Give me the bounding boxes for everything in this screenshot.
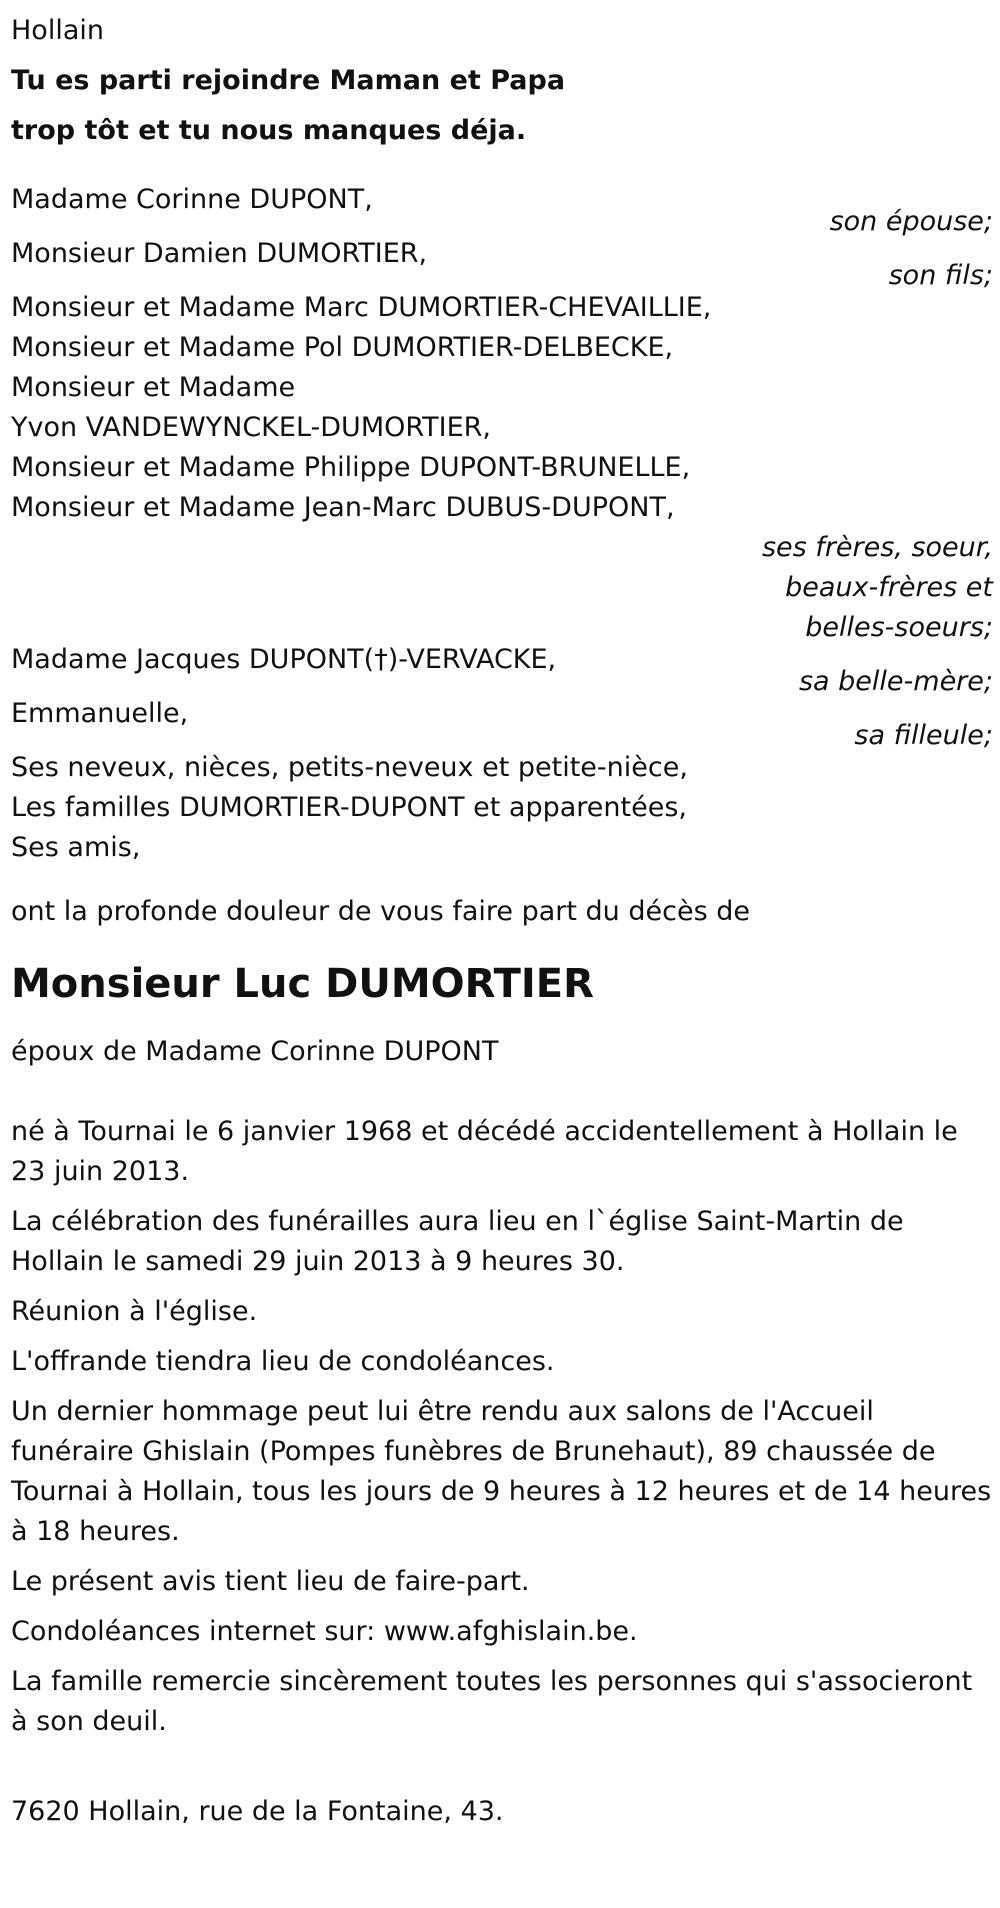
detail-paragraph: La famille remercie sincèrement toutes les personnes qui s'associeront à son deuil. bbox=[11, 1666, 973, 1737]
obituary-notice bbox=[11, 6, 993, 1832]
family-son bbox=[11, 234, 993, 296]
detail-paragraph: Le présent avis tient lieu de faire-part. bbox=[11, 1566, 530, 1597]
family-name: Yvon VANDEWYNCKEL-DUMORTIER, bbox=[11, 412, 492, 443]
detail-paragraph: Condoléances internet sur: www.afghislain.be. bbox=[11, 1616, 638, 1647]
family-name: Madame Corinne DUPONT, bbox=[11, 184, 373, 215]
verse-line-2: trop tôt et tu nous manques déja. bbox=[11, 115, 527, 146]
family-mother-in-law bbox=[11, 640, 993, 702]
family-name: Monsieur et Madame Pol DUMORTIER-DELBECKE, bbox=[11, 332, 674, 363]
detail-paragraph: Réunion à l'église. bbox=[11, 1296, 258, 1327]
family-relation: son fils; bbox=[888, 260, 993, 291]
detail-paragraph: Un dernier hommage peut lui être rendu aux salons de l'Accueil funéraire Ghislain (Pompes funèbres de Brunehaut), 89 chaussée de Tournai à Hollain, tous les jours de 9 heures à 12 heures et de 14 heures à 18 heures. bbox=[11, 1396, 992, 1547]
location-heading: Hollain bbox=[11, 15, 104, 46]
family-relation: sa filleule; bbox=[854, 720, 993, 751]
family-name: Monsieur et Madame bbox=[11, 372, 296, 403]
family-name: Monsieur et Madame Marc DUMORTIER-CHEVAILLIE, bbox=[11, 292, 712, 323]
family-siblings bbox=[11, 288, 993, 648]
family-name: Monsieur et Madame Jean-Marc DUBUS-DUPONT, bbox=[11, 492, 675, 523]
family-name: Monsieur et Madame Philippe DUPONT-BRUNELLE, bbox=[11, 452, 691, 483]
family-relation: sa belle-mère; bbox=[798, 666, 993, 697]
address-text: 7620 Hollain, rue de la Fontaine, 43. bbox=[11, 1796, 504, 1827]
detail-paragraph: né à Tournai le 6 janvier 1968 et décédé accidentellement à Hollain le 23 juin 2013. bbox=[11, 1116, 958, 1187]
spouse-of-text: époux de Madame Corinne DUPONT bbox=[11, 1036, 499, 1067]
family-relation: beaux-frères et bbox=[785, 572, 993, 603]
family-name: Monsieur Damien DUMORTIER, bbox=[11, 238, 428, 269]
family-name: Les familles DUMORTIER-DUPONT et apparentées, bbox=[11, 792, 687, 823]
verse-line-1: Tu es parti rejoindre Maman et Papa bbox=[11, 65, 566, 96]
family-others bbox=[11, 748, 993, 868]
deceased-name: Monsieur Luc DUMORTIER bbox=[11, 961, 594, 1007]
family-goddaughter bbox=[11, 694, 993, 756]
family-name: Madame Jacques DUPONT(†)-VERVACKE, bbox=[11, 644, 557, 675]
details-block bbox=[11, 1112, 993, 1742]
family-relation: son épouse; bbox=[829, 206, 993, 237]
announcement-text: ont la profonde douleur de vous faire part du décès de bbox=[11, 896, 750, 927]
detail-paragraph: La célébration des funérailles aura lieu en l`église Saint-Martin de Hollain le samedi 29 juin 2013 à 9 heures 30. bbox=[11, 1206, 904, 1277]
family-name: Ses amis, bbox=[11, 832, 141, 863]
family-relation: belles-soeurs; bbox=[805, 612, 993, 643]
family-relation: ses frères, soeur, bbox=[761, 532, 993, 563]
family-name: Ses neveux, nièces, petits-neveux et petite-nièce, bbox=[11, 752, 688, 783]
detail-paragraph: L'offrande tiendra lieu de condoléances. bbox=[11, 1346, 555, 1377]
family-spouse bbox=[11, 180, 993, 242]
family-name: Emmanuelle, bbox=[11, 698, 189, 729]
